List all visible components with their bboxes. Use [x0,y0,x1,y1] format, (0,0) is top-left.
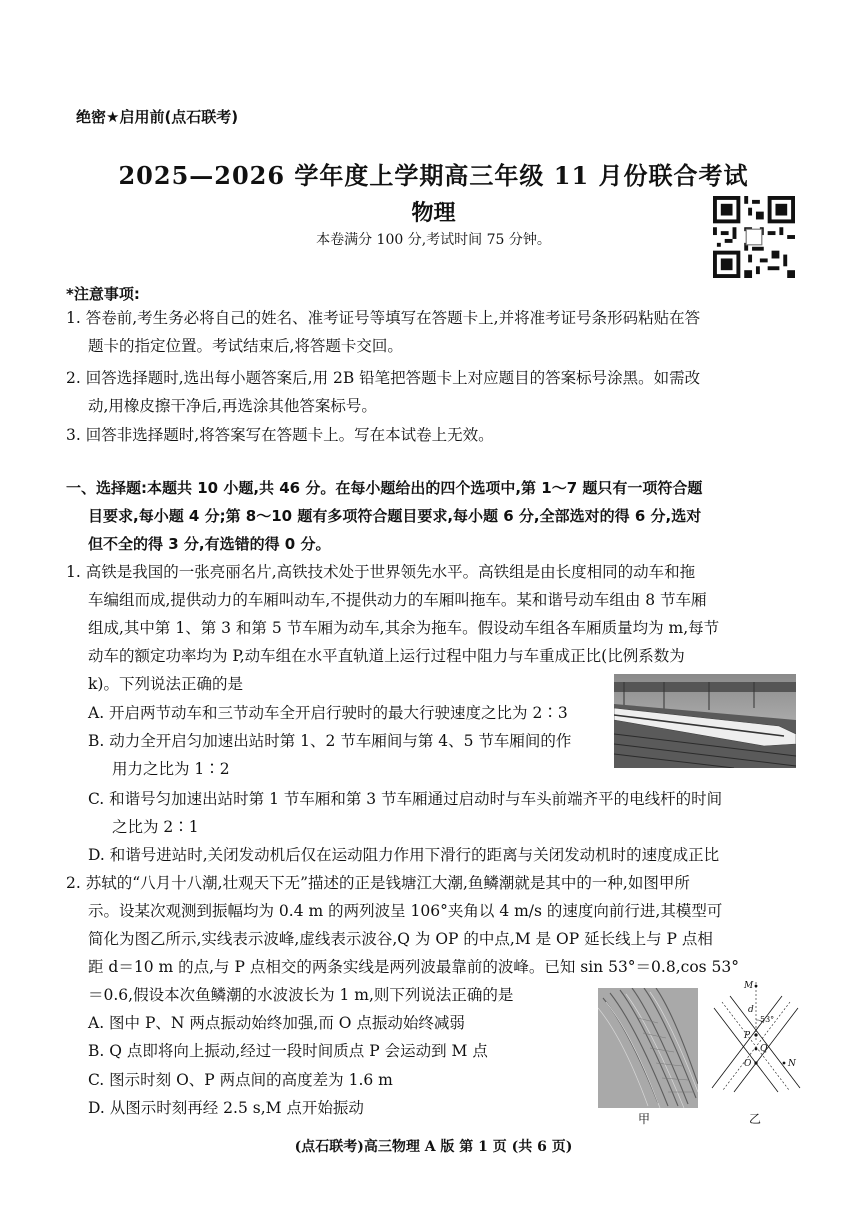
q2-option-c: C. 图示时刻 O、P 两点间的高度差为 1.6 m [88,1071,393,1089]
confidential-label: 绝密★启用前(点石联考) [76,108,239,126]
notice-line: 题卡的指定位置。考试结束后,将答题卡交回。 [88,337,403,355]
notice-line: 动,用橡皮擦干净后,再选涂其他答案标号。 [88,397,377,415]
exam-title: 2025—2026 学年度上学期高三年级 11 月份联合考试 [118,161,749,190]
q2-stem: 距 d＝10 m 的点,与 P 点相交的两条实线是两列波最靠前的波峰。已知 sin 53°＝0.8,cos 53° [88,958,740,976]
figure-label-yi: 乙 [749,1112,762,1126]
q2-option-a: A. 图中 P、N 两点振动始终加强,而 O 点振动始终减弱 [88,1014,465,1032]
q2-option-b: B. Q 点即将向上振动,经过一段时间质点 P 会运动到 M 点 [88,1042,488,1060]
label-P: P [744,1031,751,1041]
score-info: 本卷满分 100 分,考试时间 75 分钟。 [316,232,551,248]
q1-option-c: C. 和谐号匀加速出站时第 1 节车厢和第 3 节车厢通过启动时与车头前端齐平的电线杆的时间 [88,790,723,808]
section-header: 目要求,每小题 4 分;第 8～10 题有多项符合题目要求,每小题 6 分,全部选对的得 6 分,选对 [88,507,702,525]
q1-option-a: A. 开启两节动车和三节动车全开启行驶时的最大行驶速度之比为 2∶3 [88,704,568,722]
notice-line: 2. 回答选择题时,选出每小题答案后,用 2B 铅笔把答题卡上对应题目的答案标号涂黑。如需改 [66,369,701,387]
qr-code-icon [713,196,795,278]
q1-stem: 车编组而成,提供动力的车厢叫动车,不提供动力的车厢叫拖车。某和谐号动车组由 8 节车厢 [88,591,707,609]
q1-option-d: D. 和谐号进站时,关闭发动机后仅在运动阻力作用下滑行的距离与关闭发动机时的速度成正比 [88,846,720,864]
q2-stem: 示。设某次观测到振幅均为 0.4 m 的两列波呈 106°夹角以 4 m/s 的速度向前行进,其模型可 [88,902,723,920]
notice-line: 3. 回答非选择题时,将答案写在答题卡上。写在本试卷上无效。 [66,426,494,444]
notice-title: *注意事项: [66,285,140,303]
q2-option-d: D. 从图示时刻再经 2.5 s,M 点开始振动 [88,1099,364,1117]
label-angle: 53° [760,1015,775,1024]
figure-label-jia: 甲 [638,1112,651,1126]
q1-stem: 组成,其中第 1、第 3 和第 5 节车厢为动车,其余为拖车。假设动车组各车厢质量均为 m,每节 [88,619,720,637]
fish-scale-tide-photo [598,988,698,1108]
q2-stem: ＝0.6,假设本次鱼鳞潮的水波波长为 1 m,则下列说法正确的是 [88,986,514,1004]
q1-stem: k)。下列说法正确的是 [88,675,243,693]
label-O: O [744,1059,752,1069]
q1-stem: 1. 高铁是我国的一张亮丽名片,高铁技术处于世界领先水平。高铁组是由长度相同的动车和拖 [66,563,696,581]
label-Q: Q [760,1044,768,1054]
train-photo [614,674,796,768]
subject-title: 物理 [411,201,456,226]
q1-option-b-cont: 用力之比为 1∶2 [112,760,230,778]
label-M: M [744,981,754,991]
label-N: N [788,1059,796,1069]
section-header: 但不全的得 3 分,有选错的得 0 分。 [88,535,331,553]
q1-stem: 动车的额定功率均为 P,动车组在水平直轨道上运行过程中阻力与车重成正比(比例系数为 [88,647,685,665]
notice-line: 1. 答卷前,考生务必将自己的姓名、准考证号等填写在答题卡上,并将准考证号条形码粘贴在答 [66,309,701,327]
q2-stem: 简化为图乙所示,实线表示波峰,虚线表示波谷,Q 为 OP 的中点,M 是 OP 延长线上与 P 点相 [88,930,713,948]
q1-option-c-cont: 之比为 2∶1 [112,818,199,836]
q2-stem: 2. 苏轼的“八月十八潮,壮观天下无”描述的正是钱塘江大潮,鱼鳞潮就是其中的一种,如图甲所 [66,874,690,892]
section-header: 一、选择题:本题共 10 小题,共 46 分。在每小题给出的四个选项中,第 1～7 题只有一项符合题 [66,479,703,497]
page-footer: (点石联考)高三物理 A 版 第 1 页 (共 6 页) [294,1139,573,1155]
wave-interference-diagram [708,978,804,1108]
label-d: d [748,1005,754,1015]
q1-option-b: B. 动力全开启匀加速出站时第 1、2 节车厢间与第 4、5 节车厢间的作 [88,732,572,750]
